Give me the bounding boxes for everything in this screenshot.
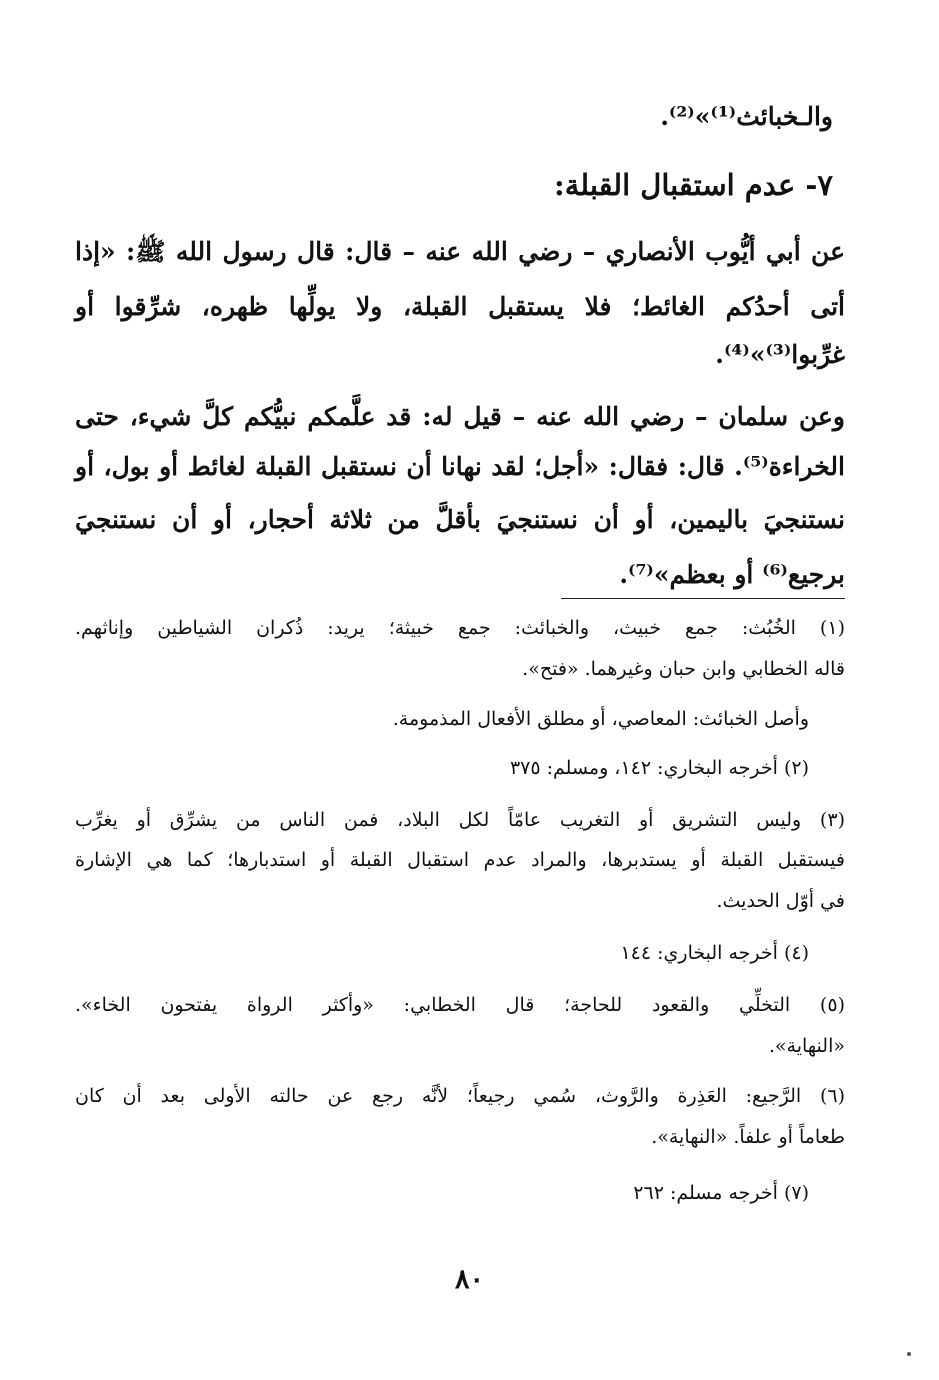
footnote-4: (٤) أخرجه البخاري: ١٤٤ (620, 942, 809, 964)
paragraph-2-line-2: الخراءة⁽⁵⁾. قال: فقال: «أجل؛ لقد نهانا أن نستقبل القبلة لغائط أو بول، أو (75, 452, 845, 481)
continuation-line: والـخبائث⁽¹⁾»⁽²⁾. (660, 102, 833, 131)
footnote-3-line-1: (٣) وليس التشريق أو التغريب عامّاً لكل البلاد، فمن الناس من يشرِّق أو يغرِّب (75, 809, 845, 831)
footnote-7: (٧) أخرجه مسلم: ٢٦٢ (633, 1182, 809, 1204)
footnote-6-line-1: (٦) الرَّجيع: العَذِرة والرَّوث، سُمي رجيعاً؛ لأنَّه رجع عن حالته الأولى بعد أن كان (75, 1085, 845, 1107)
footnote-3-line-2: فيستقبل القبلة أو يستدبرها، والمراد عدم استقبال القبلة أو استدبارها؛ كما هي الإشارة (75, 849, 845, 871)
paragraph-1-line-2: أتى أحدُكم الغائط؛ فلا يستقبل القبلة، ولا يولِّها ظهره، شرِّقوا أو (75, 292, 845, 321)
paragraph-2-line-3: نستنجيَ باليمين، أو أن نستنجيَ بأقلَّ من ثلاثة أحجار، أو أن نستنجيَ (75, 505, 845, 534)
footnote-3-line-3: في أوّل الحديث. (716, 890, 845, 912)
footnote-1-continuation: وأصل الخبائث: المعاصي، أو مطلق الأفعال المذمومة. (392, 708, 809, 730)
section-heading: ٧- عدم استقبال القبلة: (554, 168, 833, 202)
footnote-5-line-2: «النهاية». (768, 1035, 845, 1057)
page-number: ٨٠ (454, 1264, 484, 1295)
footnote-5-line-1: (٥) التخلِّي والقعود للحاجة؛ قال الخطابي: «وأكثر الرواة يفتحون الخاء». (75, 994, 845, 1016)
footnote-separator (561, 598, 845, 599)
paragraph-2-line-1: وعن سلمان – رضي الله عنه – قيل له: قد علَّمكم نبيُّكم كلَّ شيء، حتى (75, 402, 845, 431)
footnote-6-line-2: طعاماً أو علفاً. «النهاية». (651, 1126, 845, 1148)
footnote-2: (٢) أخرجه البخاري: ١٤٢، ومسلم: ٣٧٥ (509, 757, 809, 779)
footnote-1-line-1: (١) الخُبُث: جمع خبيث، والخبائث: جمع خبيثة؛ يريد: ذُكران الشياطين وإناثهم. (75, 617, 845, 639)
paragraph-1-line-3: غرِّبوا⁽³⁾»⁽⁴⁾. (715, 340, 845, 369)
paragraph-1-line-1: عن أبي أيُّوب الأنصاري – رضي الله عنه – قال: قال رسول الله ﷺ: «إذا (75, 237, 845, 266)
footnote-1-line-2: قاله الخطابي وابن حبان وغيرهما. «فتح». (522, 658, 845, 680)
scan-speck (907, 1352, 911, 1356)
paragraph-2-line-4: برجيع⁽⁶⁾ أو بعظم»⁽⁷⁾. (619, 560, 845, 589)
